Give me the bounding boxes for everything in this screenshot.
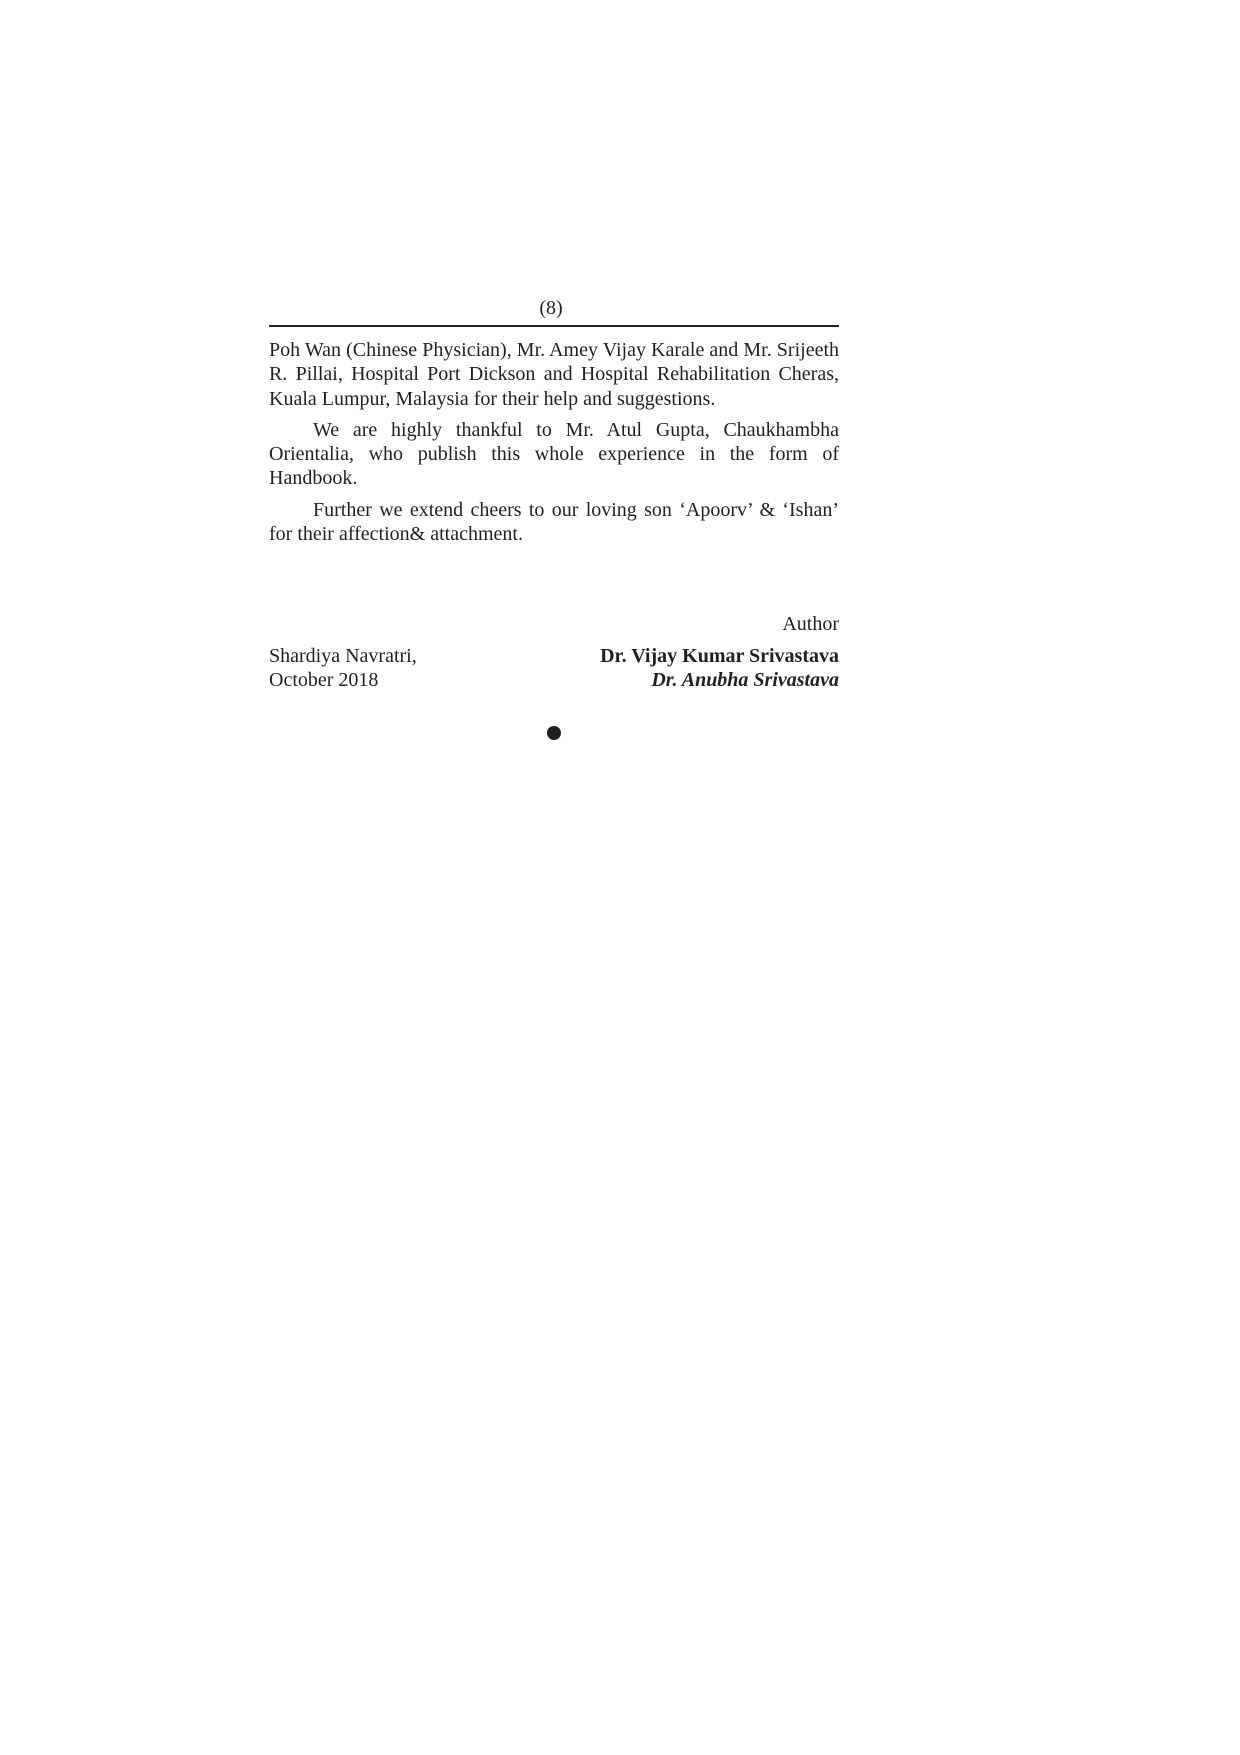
page-number: (8) — [539, 297, 563, 319]
body-text — [269, 338, 839, 546]
author-label: Author — [782, 613, 839, 635]
author-name-secondary: Dr. Anubha Srivastava — [651, 669, 839, 691]
paragraph-family-thanks: Further we extend cheers to our loving son ‘Apoorv’ & ‘Ishan’ for their affection& attachment. — [269, 498, 839, 546]
paragraph-acknowledgement-continued: Poh Wan (Chinese Physician), Mr. Amey Vijay Karale and Mr. Srijeeth R. Pillai, Hospital Port Dickson and Hospital Rehabilitation Cheras, Kuala Lumpur, Malaysia for their help and suggestions. — [269, 339, 839, 410]
paragraph-publisher-thanks: We are highly thankful to Mr. Atul Gupta, Chaukhambha Orientalia, who publish this whole experience in the form of Handbook. — [269, 418, 839, 490]
author-name-primary: Dr. Vijay Kumar Srivastava — [600, 645, 839, 667]
signature-place: Shardiya Navratri, — [269, 645, 417, 667]
end-of-section-bullet-icon — [547, 726, 561, 740]
header-rule — [269, 325, 839, 327]
signature-date: October 2018 — [269, 669, 379, 691]
